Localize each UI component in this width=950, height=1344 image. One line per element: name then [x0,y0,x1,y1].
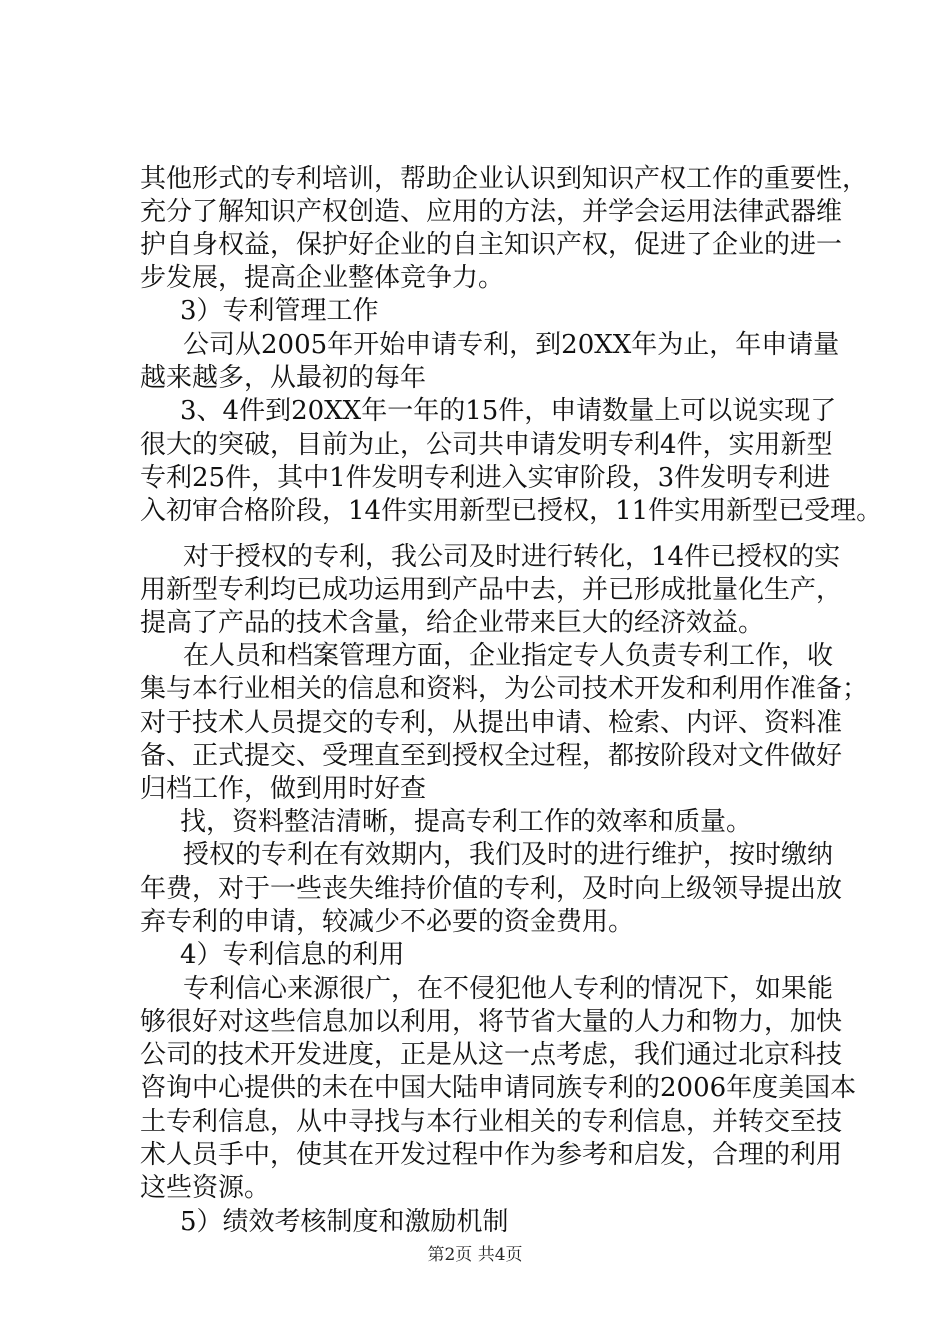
page-number-footer: 第2页 共4页 [427,1245,523,1265]
paragraph-line: 对于技术人员提交的专利，从提出申请、检索、内评、资料准 [140,708,843,738]
paragraph-line: 在人员和档案管理方面，企业指定专人负责专利工作，收 [183,641,834,671]
paragraph-line: 越来越多，从最初的每年 [140,363,427,393]
paragraph-line: 够很好对这些信息加以利用，将节省大量的人力和物力，加快 [140,1007,843,1037]
paragraph-line: 公司从2005年开始申请专利，到20XX年为止，年申请量 [183,330,840,360]
section-heading: 5）绩效考核制度和激励机制 [180,1207,509,1237]
paragraph-line: 归档工作，做到用时好查 [140,774,427,804]
section-heading: 3）专利管理工作 [180,296,379,326]
paragraph-line: 集与本行业相关的信息和资料，为公司技术开发和利用作准备； [140,674,869,704]
paragraph-line: 3、4件到20XX年一年的15件，申请数量上可以说实现了 [180,396,837,426]
paragraph-line: 专利信心来源很广，在不侵犯他人专利的情况下，如果能 [183,974,834,1004]
paragraph-line: 土专利信息，从中寻找与本行业相关的专利信息，并转交至技 [140,1107,843,1137]
paragraph-line: 护自身权益，保护好企业的自主知识产权，促进了企业的进一 [140,230,843,260]
paragraph-line: 充分了解知识产权创造、应用的方法，并学会运用法律武器维 [140,197,843,227]
paragraph-line: 步发展，提高企业整体竞争力。 [140,263,505,293]
section-heading: 4）专利信息的利用 [180,940,405,970]
paragraph-line: 用新型专利均已成功运用到产品中去，并已形成批量化生产， [140,575,843,605]
paragraph-line: 咨询中心提供的未在中国大陆申请同族专利的2006年度美国本 [140,1073,857,1103]
paragraph-line: 对于授权的专利，我公司及时进行转化，14件已授权的实 [183,542,841,572]
paragraph-line: 提高了产品的技术含量，给企业带来巨大的经济效益。 [140,608,765,638]
paragraph-line: 术人员手中，使其在开发过程中作为参考和启发，合理的利用 [140,1140,843,1170]
paragraph-line: 其他形式的专利培训，帮助企业认识到知识产权工作的重要性， [140,164,869,194]
paragraph-line: 年费，对于一些丧失维持价值的专利，及时向上级领导提出放 [140,874,843,904]
paragraph-line: 入初审合格阶段，14件实用新型已授权，11件实用新型已受理。 [140,496,883,526]
paragraph-line: 专利25件，其中1件发明专利进入实审阶段，3件发明专利进 [140,463,831,493]
paragraph-line: 公司的技术开发进度，正是从这一点考虑，我们通过北京科技 [140,1040,843,1070]
paragraph-line: 这些资源。 [140,1173,271,1203]
paragraph-line: 备、正式提交、受理直至到授权全过程，都按阶段对文件做好 [140,741,843,771]
paragraph-line: 找，资料整洁清晰，提高专利工作的效率和质量。 [180,807,753,837]
paragraph-line: 弃专利的申请，较减少不必要的资金费用。 [140,907,635,937]
paragraph-line: 很大的突破，目前为止，公司共申请发明专利4件，实用新型 [140,430,833,460]
paragraph-line: 授权的专利在有效期内，我们及时的进行维护，按时缴纳 [183,840,834,870]
